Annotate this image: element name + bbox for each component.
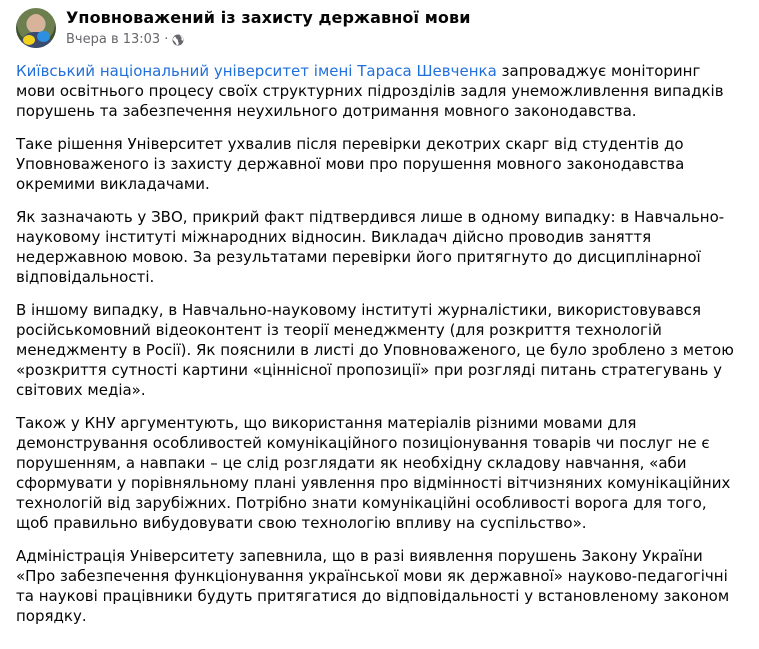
separator-dot: ·	[164, 32, 169, 47]
avatar-badge-yellow	[23, 35, 35, 45]
paragraph-1-text: запроваджує моніторинг мови освітнього процесу своїх структурних підрозділів задля унеможливлення випадків порушень та забезпечення неухильного дотримання мовного законодавства.	[16, 62, 724, 120]
paragraph-2: Таке рішення Університет ухвалив після перевірки декотрих скарг від студентів до Уповноваженого із захисту державної мови про порушення мовного законодавства окремими викладачами.	[16, 135, 685, 193]
post-body	[16, 61, 736, 639]
paragraph-3: Як зазначають у ЗВО, прикрий факт підтвердився лише в одному випадку: в Навчально-науковому інституті міжнародних відносин. Викладач дійсно проводив заняття недержавною мовою. За результатами перевірки його притягнуто до дисциплінарної відповідальності.	[16, 208, 725, 286]
university-link[interactable]: Київський національний університет імені Тараса Шевченка	[16, 62, 497, 80]
globe-icon[interactable]	[172, 34, 184, 46]
avatar-badge-blue	[37, 31, 50, 42]
paragraph-5: Також у КНУ аргументують, що використання матеріалів різними мовами для демонстрування особливостей комунікаційного позиціонування товарів чи послуг не є порушенням, а навпаки – це слід розглядати як необхідну складову навчання, «аби сформувати у порівняльному плані уявлення про відмінності вітчизняних комунікаційних технологій від зарубіжних. Потрібно знати комунікаційні особливості ворога для того, щоб правильно вибудовувати свою технологію впливу на суспільство».	[16, 414, 731, 532]
post-subline	[66, 32, 471, 48]
paragraph-4: В іншому випадку, в Навчально-науковому інституті журналістики, використовувався російськомовний відеоконтент із теорії менеджменту (для розкриття технологій менеджменту в Росії). Як пояснили в листі до Уповноваженого, це було зроблено з метою «розкриття сутності картини «ціннісної пропозиції» при розгляді питань стратегувань у світових медіа».	[16, 301, 734, 399]
paragraph-1	[16, 61, 736, 121]
post-header	[16, 8, 471, 48]
author-name[interactable]: Уповноважений із захисту державної мови	[66, 8, 471, 27]
post-timestamp[interactable]: Вчера в 13:03	[66, 32, 161, 47]
paragraph-6: Адміністрація Університету запевнила, що в разі виявлення порушень Закону України «Про забезпечення функціонування української мови як державної» науково-педагогічні та наукові працівники будуть притягатися до відповідальності у встановленому законом порядку.	[16, 547, 730, 625]
avatar[interactable]	[16, 8, 56, 48]
avatar-face	[28, 14, 44, 32]
post-meta	[66, 8, 471, 48]
